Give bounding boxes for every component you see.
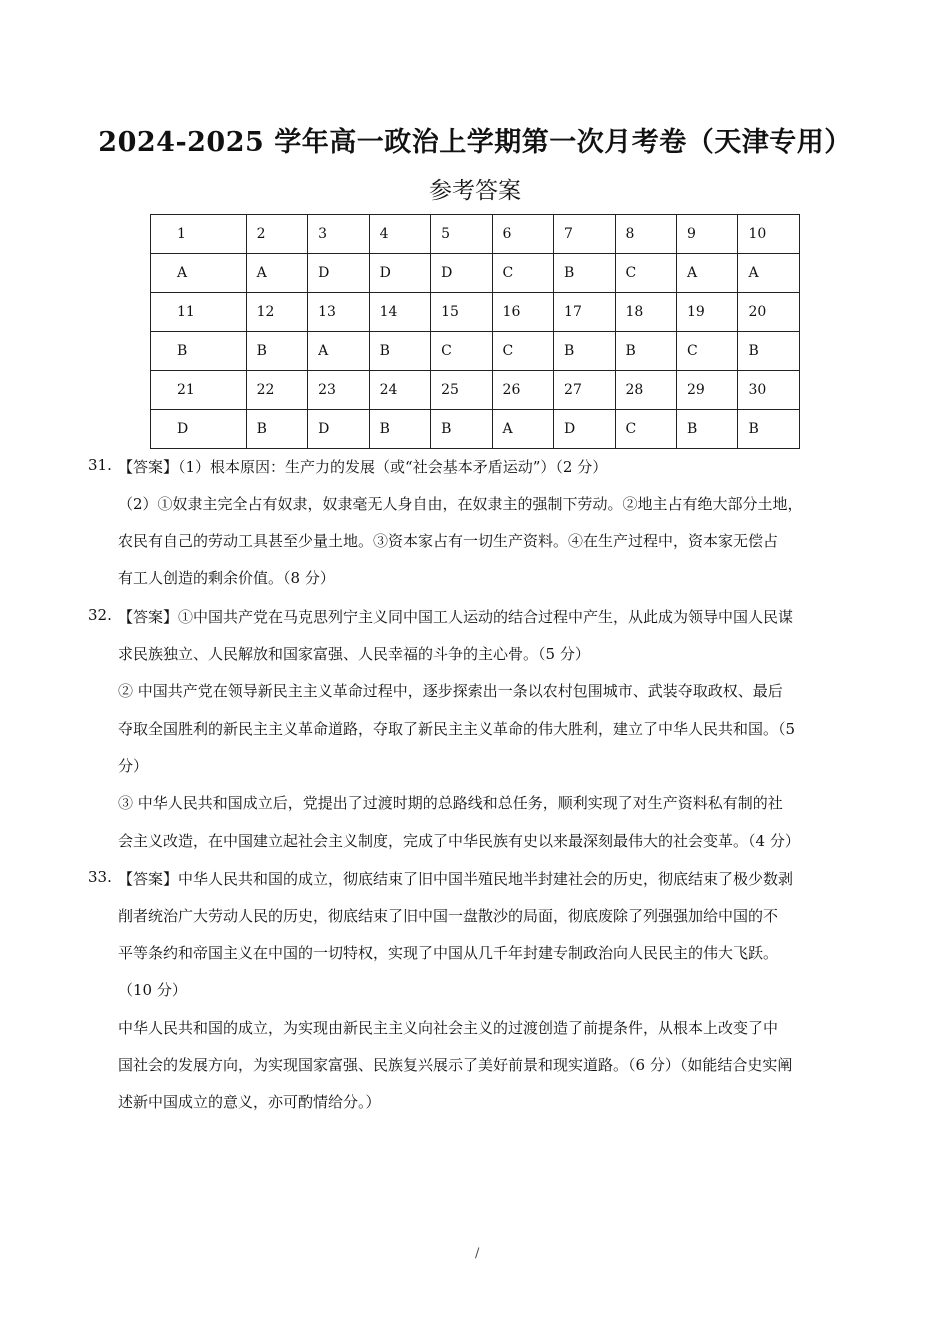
question-number-cell: 21 (151, 371, 247, 410)
answer-cell: B (554, 332, 615, 371)
question-number-cell: 14 (369, 293, 430, 332)
answer-cell: C (615, 254, 676, 293)
answer-table (150, 214, 800, 449)
question-number-cell: 5 (431, 215, 492, 254)
answer-cell: A (308, 332, 369, 371)
question-number-cell: 4 (369, 215, 430, 254)
answer-cell: B (738, 410, 800, 449)
question-number-cell: 27 (554, 371, 615, 410)
answer-cell: D (554, 410, 615, 449)
answer-row (151, 254, 800, 293)
answer-cell: C (615, 410, 676, 449)
answer-cell: D (431, 254, 492, 293)
page-title: 2024-2025 学年高一政治上学期第一次月考卷（天津专用） (98, 127, 852, 158)
question-number: 32. (88, 606, 112, 624)
question-number-cell: 7 (554, 215, 615, 254)
answer-cell: D (369, 254, 430, 293)
answer-cell: B (554, 254, 615, 293)
answer-cell: B (151, 332, 247, 371)
question-number: 33. (88, 868, 112, 886)
question-number-cell: 29 (677, 371, 738, 410)
question-number-cell: 6 (492, 215, 553, 254)
answer-cell: B (431, 410, 492, 449)
question-number-cell: 12 (246, 293, 307, 332)
answer-line: 【答案】（1）根本原因：生产力的发展（或“社会基本矛盾运动”）（2 分） (118, 458, 608, 476)
question-number-cell: 19 (677, 293, 738, 332)
question-number: 31. (88, 456, 112, 474)
answer-cell: B (615, 332, 676, 371)
answer-line: 国社会的发展方向，为实现国家富强、民族复兴展示了美好前景和现实道路。（6 分）（如能结合史实阐 (118, 1056, 793, 1074)
question-number-cell: 11 (151, 293, 247, 332)
answer-line: 农民有自己的劳动工具甚至少量土地。③资本家占有一切生产资料。④在生产过程中，资本家无偿占 (118, 532, 779, 550)
answer-line: 削者统治广大劳动人民的历史，彻底结束了旧中国一盘散沙的局面，彻底废除了列强强加给中国的不 (118, 907, 779, 925)
answer-line: 中华人民共和国的成立，为实现由新民主主义向社会主义的过渡创造了前提条件，从根本上改变了中 (118, 1019, 779, 1037)
page-subtitle: 参考答案 (429, 178, 521, 204)
answer-cell: D (151, 410, 247, 449)
answer-line: 分） (118, 757, 149, 775)
answer-cell: D (308, 254, 369, 293)
answer-line: 平等条约和帝国主义在中国的一切特权，实现了中国从几千年封建专制政治向人民民主的伟大飞跃。 (118, 944, 779, 962)
question-number-cell: 15 (431, 293, 492, 332)
answer-cell: B (738, 332, 800, 371)
answer-cell: B (369, 332, 430, 371)
question-number-cell: 18 (615, 293, 676, 332)
question-number-cell: 23 (308, 371, 369, 410)
question-number-row (151, 215, 800, 254)
answer-cell: A (151, 254, 247, 293)
question-number-cell: 22 (246, 371, 307, 410)
question-number-row (151, 371, 800, 410)
question-number-cell: 3 (308, 215, 369, 254)
answer-cell: C (677, 332, 738, 371)
question-number-cell: 1 (151, 215, 247, 254)
question-number-cell: 25 (431, 371, 492, 410)
question-number-cell: 16 (492, 293, 553, 332)
answer-cell: A (492, 410, 553, 449)
question-number-cell: 30 (738, 371, 800, 410)
answer-line: 夺取全国胜利的新民主主义革命道路，夺取了新民主主义革命的伟大胜利，建立了中华人民共和国。（5 (118, 720, 796, 738)
answer-line: 有工人创造的剩余价值。（8 分） (118, 569, 335, 587)
question-number-cell: 8 (615, 215, 676, 254)
answer-cell: A (677, 254, 738, 293)
answer-cell: D (308, 410, 369, 449)
answer-line: （2）①奴隶主完全占有奴隶，奴隶毫无人身自由，在奴隶主的强制下劳动。②地主占有绝大部分土地， (118, 495, 803, 513)
question-number-cell: 28 (615, 371, 676, 410)
answer-line: ② 中国共产党在领导新民主主义革命过程中，逐步探索出一条以农村包围城市、武装夺取政权、最后 (118, 682, 783, 700)
answer-cell: C (431, 332, 492, 371)
answer-cell: B (369, 410, 430, 449)
answer-cell: C (492, 332, 553, 371)
answer-line: 【答案】①中国共产党在马克思列宁主义同中国工人运动的结合过程中产生，从此成为领导中国人民谋 (118, 608, 794, 626)
question-number-cell: 24 (369, 371, 430, 410)
answer-line: ③ 中华人民共和国成立后，党提出了过渡时期的总路线和总任务，顺利实现了对生产资料私有制的社 (118, 794, 783, 812)
answer-cell: C (492, 254, 553, 293)
page-footer: / (475, 1246, 480, 1261)
answer-row (151, 410, 800, 449)
answer-cell: A (738, 254, 800, 293)
question-number-row (151, 293, 800, 332)
answer-line: 述新中国成立的意义，亦可酌情给分。） (118, 1093, 381, 1111)
question-number-cell: 2 (246, 215, 307, 254)
question-number-cell: 10 (738, 215, 800, 254)
question-number-cell: 9 (677, 215, 738, 254)
answer-line: 会主义改造，在中国建立起社会主义制度，完成了中华民族有史以来最深刻最伟大的社会变革。（4 分） (118, 832, 800, 850)
answer-line: 【答案】中华人民共和国的成立，彻底结束了旧中国半殖民地半封建社会的历史，彻底结束了极少数剥 (118, 870, 794, 888)
question-number-cell: 26 (492, 371, 553, 410)
answer-line: （10 分） (118, 981, 187, 999)
answer-cell: B (677, 410, 738, 449)
answer-line: 求民族独立、人民解放和国家富强、人民幸福的斗争的主心骨。（5 分） (118, 645, 590, 663)
answer-cell: B (246, 410, 307, 449)
answer-cell: B (246, 332, 307, 371)
question-number-cell: 17 (554, 293, 615, 332)
question-number-cell: 13 (308, 293, 369, 332)
answer-row (151, 332, 800, 371)
question-number-cell: 20 (738, 293, 800, 332)
answer-cell: A (246, 254, 307, 293)
